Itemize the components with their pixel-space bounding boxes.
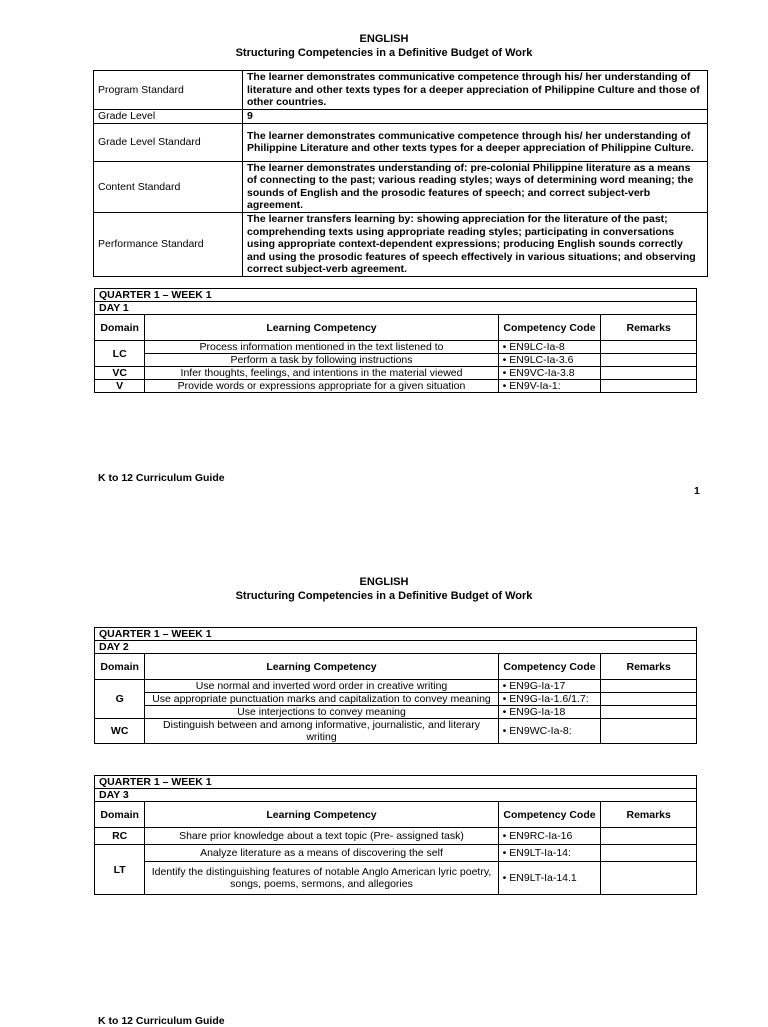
code-header: Competency Code — [498, 802, 601, 828]
remarks-header: Remarks — [601, 654, 697, 680]
competency-cell: Process information mentioned in the text listened to — [145, 341, 498, 354]
code-cell: • EN9G-Ia-1.6/1.7: — [498, 693, 601, 706]
competency-cell: Analyze literature as a means of discovering the self — [145, 845, 498, 862]
competency-cell: Infer thoughts, feelings, and intentions in the material viewed — [145, 367, 498, 380]
page-2-subject: ENGLISH — [359, 576, 409, 588]
competency-header: Learning Competency — [145, 654, 498, 680]
standards-row — [94, 161, 708, 212]
table-row — [95, 367, 697, 380]
standard-label: Performance Standard — [94, 212, 243, 276]
day-row — [95, 641, 697, 654]
table-row — [95, 680, 697, 693]
remarks-cell — [601, 828, 697, 845]
code-cell: • EN9LC-Ia-3.6 — [498, 354, 601, 367]
table-row — [95, 706, 697, 719]
remarks-header: Remarks — [601, 315, 697, 341]
remarks-cell — [601, 845, 697, 862]
code-cell: • EN9LT-Ia-14.1 — [498, 862, 601, 895]
page-1-footer: K to 12 Curriculum Guide — [98, 472, 225, 484]
remarks-cell — [601, 680, 697, 693]
quarter-row — [95, 289, 697, 302]
quarter-row — [95, 628, 697, 641]
code-cell: • EN9LC-Ia-8 — [498, 341, 601, 354]
domain-cell: LT — [95, 845, 145, 895]
page-2-header — [0, 575, 768, 603]
domain-cell: VC — [95, 367, 145, 380]
column-header-row — [95, 315, 697, 341]
standards-table — [93, 70, 708, 277]
week-table-day-2 — [94, 627, 697, 744]
remarks-cell — [601, 693, 697, 706]
code-cell: • EN9G-Ia-18 — [498, 706, 601, 719]
remarks-cell — [601, 341, 697, 354]
table-row — [95, 719, 697, 744]
table-row — [95, 862, 697, 895]
standard-label: Grade Level Standard — [94, 123, 243, 161]
competency-cell: Use normal and inverted word order in creative writing — [145, 680, 498, 693]
column-header-row — [95, 654, 697, 680]
week-table-day-1 — [94, 288, 697, 393]
competency-cell: Perform a task by following instructions — [145, 354, 498, 367]
remarks-cell — [601, 354, 697, 367]
day-label: DAY 2 — [95, 641, 697, 654]
quarter-label: QUARTER 1 – WEEK 1 — [95, 776, 697, 789]
standard-label: Grade Level — [94, 110, 243, 124]
table-row — [95, 845, 697, 862]
standard-value: The learner demonstrates communicative competence through his/ her understanding of Philippine Literature and other texts types for a deeper appreciation of Philippine Culture. — [243, 123, 708, 161]
page-1-header — [0, 32, 768, 60]
standard-value: The learner demonstrates understanding of: pre-colonial Philippine literature as a means of connecting to the past; various reading styles; ways of determining word meaning; the sounds of English and the prosodic features of speech; and correct subject-verb agreement. — [243, 161, 708, 212]
code-cell: • EN9RC-Ia-16 — [498, 828, 601, 845]
remarks-cell — [601, 367, 697, 380]
domain-header: Domain — [95, 315, 145, 341]
page-1-subtitle: Structuring Competencies in a Definitive Budget of Work — [235, 47, 533, 59]
code-cell: • EN9V-Ia-1: — [498, 380, 601, 393]
week-table-day-3 — [94, 775, 697, 895]
competency-cell: Identify the distinguishing features of notable Anglo American lyric poetry, songs, poems, sermons, and allegories — [145, 862, 498, 895]
competency-cell: Use interjections to convey meaning — [145, 706, 498, 719]
domain-cell: WC — [95, 719, 145, 744]
standards-row — [94, 212, 708, 276]
standard-value: 9 — [243, 110, 708, 124]
competency-header: Learning Competency — [145, 315, 498, 341]
quarter-label: QUARTER 1 – WEEK 1 — [95, 628, 697, 641]
competency-cell: Distinguish between and among informative, journalistic, and literary writing — [145, 719, 498, 744]
competency-cell: Provide words or expressions appropriate for a given situation — [145, 380, 498, 393]
standards-row — [94, 71, 708, 110]
table-row — [95, 341, 697, 354]
competency-cell: Share prior knowledge about a text topic (Pre- assigned task) — [145, 828, 498, 845]
domain-cell: LC — [95, 341, 145, 367]
competency-cell: Use appropriate punctuation marks and capitalization to convey meaning — [145, 693, 498, 706]
code-cell: • EN9G-Ia-17 — [498, 680, 601, 693]
quarter-row — [95, 776, 697, 789]
code-cell: • EN9LT-Ia-14: — [498, 845, 601, 862]
standards-row — [94, 110, 708, 124]
remarks-cell — [601, 380, 697, 393]
page-2-subtitle: Structuring Competencies in a Definitive Budget of Work — [235, 590, 533, 602]
remarks-header: Remarks — [601, 802, 697, 828]
table-row — [95, 828, 697, 845]
remarks-cell — [601, 706, 697, 719]
code-header: Competency Code — [498, 315, 601, 341]
table-row — [95, 354, 697, 367]
page-2-footer: K to 12 Curriculum Guide — [98, 1015, 225, 1027]
domain-cell: G — [95, 680, 145, 719]
standards-row — [94, 123, 708, 161]
domain-header: Domain — [95, 654, 145, 680]
day-label: DAY 1 — [95, 302, 697, 315]
standard-label: Content Standard — [94, 161, 243, 212]
remarks-cell — [601, 719, 697, 744]
code-cell: • EN9VC-Ia-3.8 — [498, 367, 601, 380]
standard-value: The learner transfers learning by: showing appreciation for the literature of the past; comprehending texts using appropriate reading styles; participating in conversations using appropriate context-dependent expressions; producing English sounds correctly and using the prosodic features of speech effectively in various situations; and observing correct subject-verb agreement. — [243, 212, 708, 276]
remarks-cell — [601, 862, 697, 895]
code-header: Competency Code — [498, 654, 601, 680]
quarter-label: QUARTER 1 – WEEK 1 — [95, 289, 697, 302]
day-row — [95, 302, 697, 315]
table-row — [95, 380, 697, 393]
standard-label: Program Standard — [94, 71, 243, 110]
day-label: DAY 3 — [95, 789, 697, 802]
competency-header: Learning Competency — [145, 802, 498, 828]
column-header-row — [95, 802, 697, 828]
domain-cell: RC — [95, 828, 145, 845]
domain-header: Domain — [95, 802, 145, 828]
day-row — [95, 789, 697, 802]
table-row — [95, 693, 697, 706]
page-1-subject: ENGLISH — [359, 33, 409, 45]
domain-cell: V — [95, 380, 145, 393]
code-cell: • EN9WC-Ia-8: — [498, 719, 601, 744]
standard-value: The learner demonstrates communicative competence through his/ her understanding of literature and other texts types for a deeper appreciation of Philippine Culture and those of other countries. — [243, 71, 708, 110]
page-number: 1 — [694, 485, 700, 497]
